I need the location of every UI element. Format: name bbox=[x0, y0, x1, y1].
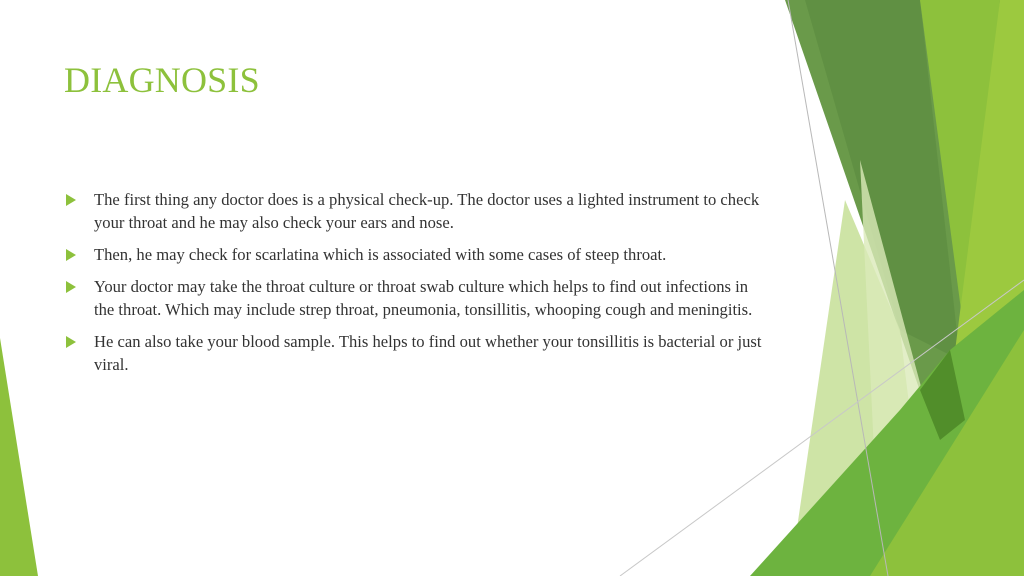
bullet-list bbox=[66, 188, 766, 385]
triangle-right-icon bbox=[66, 249, 76, 261]
slide-title: DIAGNOSIS bbox=[64, 60, 260, 100]
list-item bbox=[66, 243, 766, 266]
triangle-right-icon bbox=[66, 194, 76, 206]
list-item bbox=[66, 330, 766, 376]
list-item bbox=[66, 188, 766, 234]
left-green-wedge bbox=[0, 338, 38, 576]
bullet-text: Then, he may check for scarlatina which is associated with some cases of steep throat. bbox=[94, 245, 667, 264]
triangle-right-icon bbox=[66, 336, 76, 348]
bullet-text: He can also take your blood sample. This helps to find out whether your tonsillitis is bacterial or just viral. bbox=[94, 332, 762, 374]
list-item bbox=[66, 275, 766, 321]
bullet-text: Your doctor may take the throat culture or throat swab culture which helps to find out infections in the throat. Which may include strep throat, pneumonia, tonsillitis, whooping cough and meningitis. bbox=[94, 277, 753, 319]
triangle-right-icon bbox=[66, 281, 76, 293]
bullet-text: The first thing any doctor does is a physical check-up. The doctor uses a lighted instrument to check your throat and he may also check your ears and nose. bbox=[94, 190, 760, 232]
